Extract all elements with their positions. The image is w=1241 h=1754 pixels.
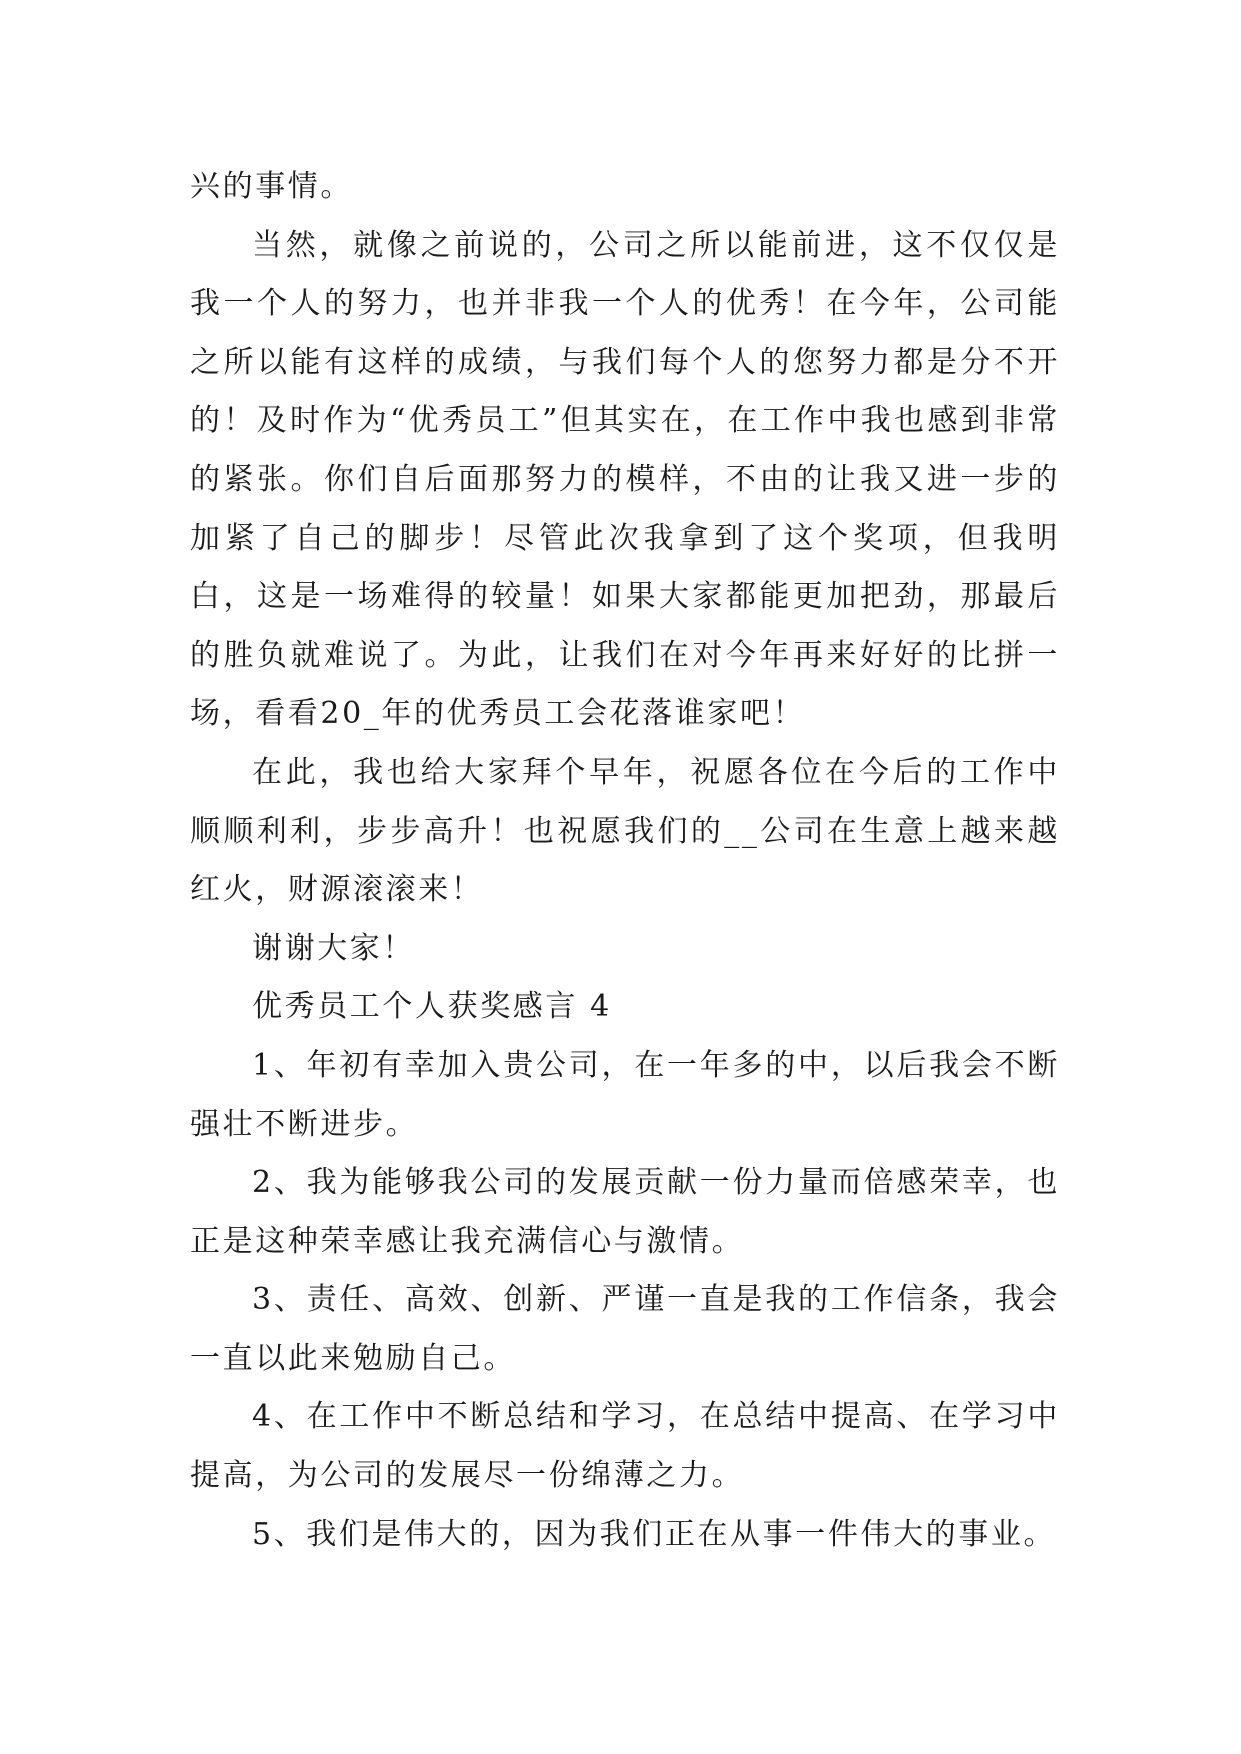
list-item-3: 3、责任、高效、创新、严谨一直是我的工作信条，我会一直以此来勉励自己。 (190, 1282, 1060, 1376)
paragraph-thanks: 谢谢大家！ (252, 930, 415, 966)
paragraph-new-year-wishes: 在此，我也给大家拜个早年，祝愿各位在今后的工作中顺顺利利，步步高升！也祝愿我们的__公司在生意上越来越红火，财源滚滚来！ (190, 754, 1060, 908)
list-item-4: 4、在工作中不断总结和学习，在总结中提高、在学习中提高，为公司的发展尽一份绵薄之力。 (190, 1399, 1060, 1494)
list-item-5: 5、我们是伟大的，因为我们正在从事一件伟大的事业。 (252, 1516, 1057, 1552)
document-body (190, 158, 1060, 1564)
paragraph-continuation: 兴的事情。 (190, 169, 353, 204)
list-item-2: 2、我为能够我公司的发展贡献一份力量而倍感荣幸，也正是这种荣幸感让我充满信心与激情。 (190, 1165, 1060, 1259)
section-heading: 优秀员工个人获奖感言 4 (252, 989, 612, 1025)
paragraph-main: 当然，就像之前说的，公司之所以能前进，这不仅仅是我一个人的努力，也并非我一个人的优秀！在今年，公司能之所以能有这样的成绩，与我们每个人的您努力都是分不开的！及时作为“优秀员工”但其实在，在工作中我也感到非常的紧张。你们自后面那努力的模样，不由的让我又进一步的加紧了自己的脚步！尽管此次我拿到了这个奖项，但我明白，这是一场难得的较量！如果大家都能更加把劲，那最后的胜负就难说了。为此，让我们在对今年再来好好的比拼一场，看看20_年的优秀员工会花落谁家吧！ (190, 227, 1060, 732)
list-item-1: 1、年初有幸加入贵公司，在一年多的中，以后我会不断强壮不断进步。 (190, 1047, 1060, 1142)
